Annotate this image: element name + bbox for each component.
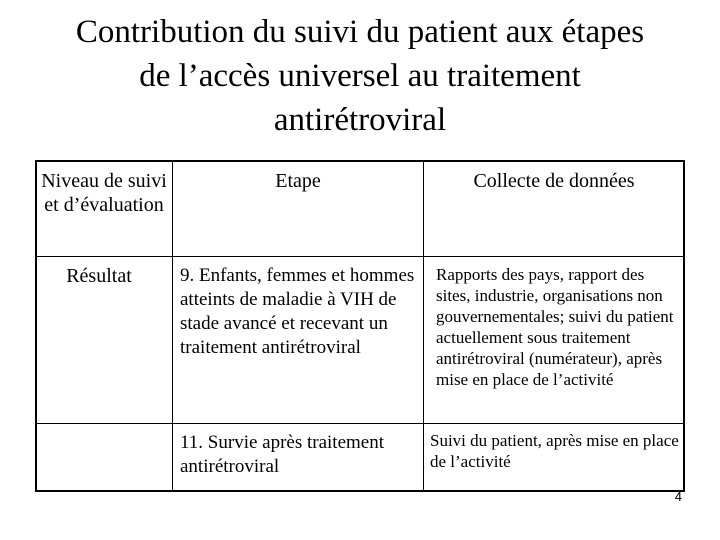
header-niveau: Niveau de suivi et d’évaluation <box>41 170 167 216</box>
row2-etape: 11. Survie après traitement antirétroviral <box>180 432 385 477</box>
slide-title <box>0 10 720 142</box>
row2-collecte: Suivi du patient, après mise en place de l’activité <box>430 431 679 471</box>
row1-collecte: Rapports des pays, rapport des sites, industrie, organisations non gouvernementales; suivi du patient actuellement sous traitement antirétroviral (numérateur), après mise en place de l’activité <box>436 265 674 389</box>
column-divider-2 <box>423 162 424 490</box>
page-number: 4 <box>674 489 682 504</box>
row1-niveau: Résultat <box>66 265 132 287</box>
header-collecte: Collecte de données <box>473 170 635 192</box>
row1-etape: 9. Enfants, femmes et hommes atteints de maladie à VIH de stade avancé et recevant un traitement antirétroviral <box>180 265 415 358</box>
column-divider-1 <box>172 162 173 490</box>
title-line-1: Contribution du suivi du patient aux étapes <box>75 14 645 50</box>
title-line-3: antirétroviral <box>273 102 447 138</box>
header-etape: Etape <box>275 170 321 192</box>
header-row-divider <box>37 256 683 257</box>
title-line-2: de l’accès universel au traitement <box>139 58 581 94</box>
row-divider <box>37 423 683 424</box>
